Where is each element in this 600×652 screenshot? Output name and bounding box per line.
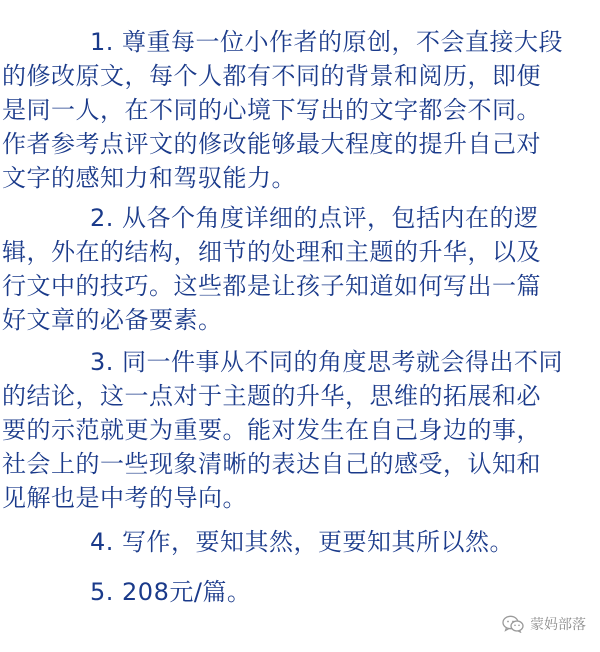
paragraph-2-line-1: 2. 从各个角度详细的点评，包括内在的逻 bbox=[90, 204, 539, 232]
paragraph-3-line-2: 的结论，这一点对于主题的升华，思维的拓展和必 bbox=[2, 382, 541, 410]
paragraph-4-line-1: 4. 写作，要知其然，更要知其所以然。 bbox=[90, 528, 515, 556]
paragraph-2-line-3: 行文中的技巧。这些都是让孩子知道如何写出一篇 bbox=[2, 272, 541, 300]
paragraph-3-line-4: 社会上的一些现象清晰的表达自己的感受，认知和 bbox=[2, 450, 541, 478]
watermark-text: 蒙妈部落 bbox=[530, 617, 586, 633]
paragraph-5-line-1: 5. 208元/篇。 bbox=[90, 578, 252, 606]
paragraph-1-line-5: 文字的感知力和驾驭能力。 bbox=[2, 164, 296, 192]
paragraph-3-line-3: 要的示范就更为重要。能对发生在自己身边的事， bbox=[2, 416, 541, 444]
paragraph-3-line-1: 3. 同一件事从不同的角度思考就会得出不同 bbox=[90, 348, 564, 376]
wechat-icon bbox=[502, 615, 524, 633]
paragraph-2-line-4: 好文章的必备要素。 bbox=[2, 306, 223, 334]
paragraph-2-line-2: 辑，外在的结构，细节的处理和主题的升华，以及 bbox=[2, 238, 541, 266]
paragraph-1-line-1: 1. 尊重每一位小作者的原创，不会直接大段 bbox=[90, 28, 564, 56]
watermark bbox=[502, 612, 586, 636]
paragraph-3-line-5: 见解也是中考的导向。 bbox=[2, 484, 247, 512]
paragraph-1-line-4: 作者参考点评文的修改能够最大程度的提升自己对 bbox=[2, 130, 541, 158]
paragraph-1-line-3: 是同一人，在不同的心境下写出的文字都会不同。 bbox=[2, 96, 541, 124]
paragraph-1-line-2: 的修改原文，每个人都有不同的背景和阅历，即便 bbox=[2, 62, 541, 90]
